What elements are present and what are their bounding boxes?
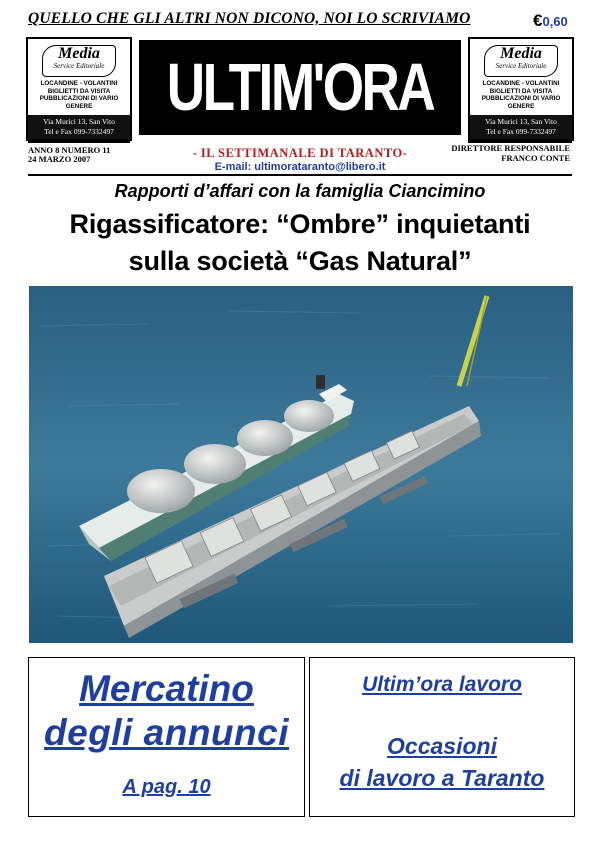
ad-address: Via Murici 13, San Vito bbox=[485, 117, 557, 126]
logo-subtext: Service Editoriale bbox=[495, 62, 547, 70]
issue-number: ANNO 8 NUMERO 11 bbox=[28, 145, 111, 155]
ad-contact bbox=[470, 115, 572, 139]
price-value: 0,60 bbox=[542, 14, 568, 29]
logo-text: Media bbox=[500, 45, 542, 62]
article-kicker: Rapporti d’affari con la famiglia Ciancimino bbox=[114, 181, 486, 201]
classifieds-title-1[interactable]: Mercatino bbox=[79, 668, 254, 709]
ad-services bbox=[470, 80, 572, 110]
masthead bbox=[139, 40, 461, 135]
jobs-subtitle-1[interactable]: Occasioni bbox=[387, 733, 497, 759]
classifieds-title-2[interactable]: degli annunci bbox=[44, 712, 289, 753]
logo-subtext: Service Editoriale bbox=[53, 62, 105, 70]
director-name: FRANCO CONTE bbox=[501, 152, 570, 163]
divider bbox=[28, 141, 130, 143]
classifieds-page-link[interactable]: A pag. 10 bbox=[122, 776, 211, 798]
ad-line: BIGLIETTI DA VISITA bbox=[47, 87, 111, 95]
classifieds-box[interactable] bbox=[28, 657, 305, 817]
email-link[interactable]: E-mail: ultimorataranto@libero.it bbox=[214, 161, 386, 173]
ad-line: PUBBLICAZIONI DI VARIO bbox=[39, 95, 119, 103]
ad-line: GENERE bbox=[65, 102, 93, 110]
director-info bbox=[440, 144, 570, 163]
ad-phone: Tel e Fax 099-7332497 bbox=[44, 127, 114, 136]
ad-line: GENERE bbox=[507, 102, 535, 110]
jobs-title[interactable]: Ultim’ora lavoro bbox=[362, 673, 522, 696]
headline-line-1: Rigassificatore: “Ombre” inquietanti bbox=[69, 209, 531, 239]
ad-line: LOCANDINE - VOLANTINI bbox=[40, 80, 118, 87]
ad-services bbox=[28, 80, 130, 110]
jobs-subtitle-2[interactable]: di lavoro a Taranto bbox=[339, 765, 545, 791]
logo-text: Media bbox=[58, 45, 100, 62]
media-ad-left bbox=[26, 37, 132, 141]
price bbox=[533, 11, 568, 31]
ad-line: LOCANDINE - VOLANTINI bbox=[482, 80, 560, 87]
ad-line: PUBBLICAZIONI DI VARIO bbox=[481, 95, 561, 103]
media-logo bbox=[42, 45, 116, 77]
weekly-subtitle: - IL SETTIMANALE DI TARANTO- bbox=[192, 146, 408, 160]
issue-info bbox=[28, 146, 110, 164]
media-ad-right bbox=[468, 37, 574, 141]
director-title: DIRETTORE RESPONSABILE bbox=[451, 143, 570, 153]
ad-contact bbox=[28, 115, 130, 139]
headline-line-2: sulla società “Gas Natural” bbox=[128, 246, 472, 276]
masthead-title: ULTIM'ORA bbox=[166, 49, 434, 125]
ad-line: BIGLIETTI DA VISITA bbox=[489, 87, 553, 95]
tagline: QUELLO CHE GLI ALTRI NON DICONO, NOI LO SCRIVIAMO bbox=[28, 10, 471, 27]
issue-date: 24 MARZO 2007 bbox=[28, 154, 91, 164]
ad-address: Via Murici 13, San Vito bbox=[43, 117, 115, 126]
lng-terminal-photo bbox=[29, 286, 573, 643]
euro-sign: € bbox=[533, 11, 543, 30]
jobs-box[interactable] bbox=[309, 657, 575, 817]
ad-phone: Tel e Fax 099-7332497 bbox=[486, 127, 556, 136]
divider bbox=[28, 174, 572, 176]
media-logo bbox=[484, 45, 558, 77]
